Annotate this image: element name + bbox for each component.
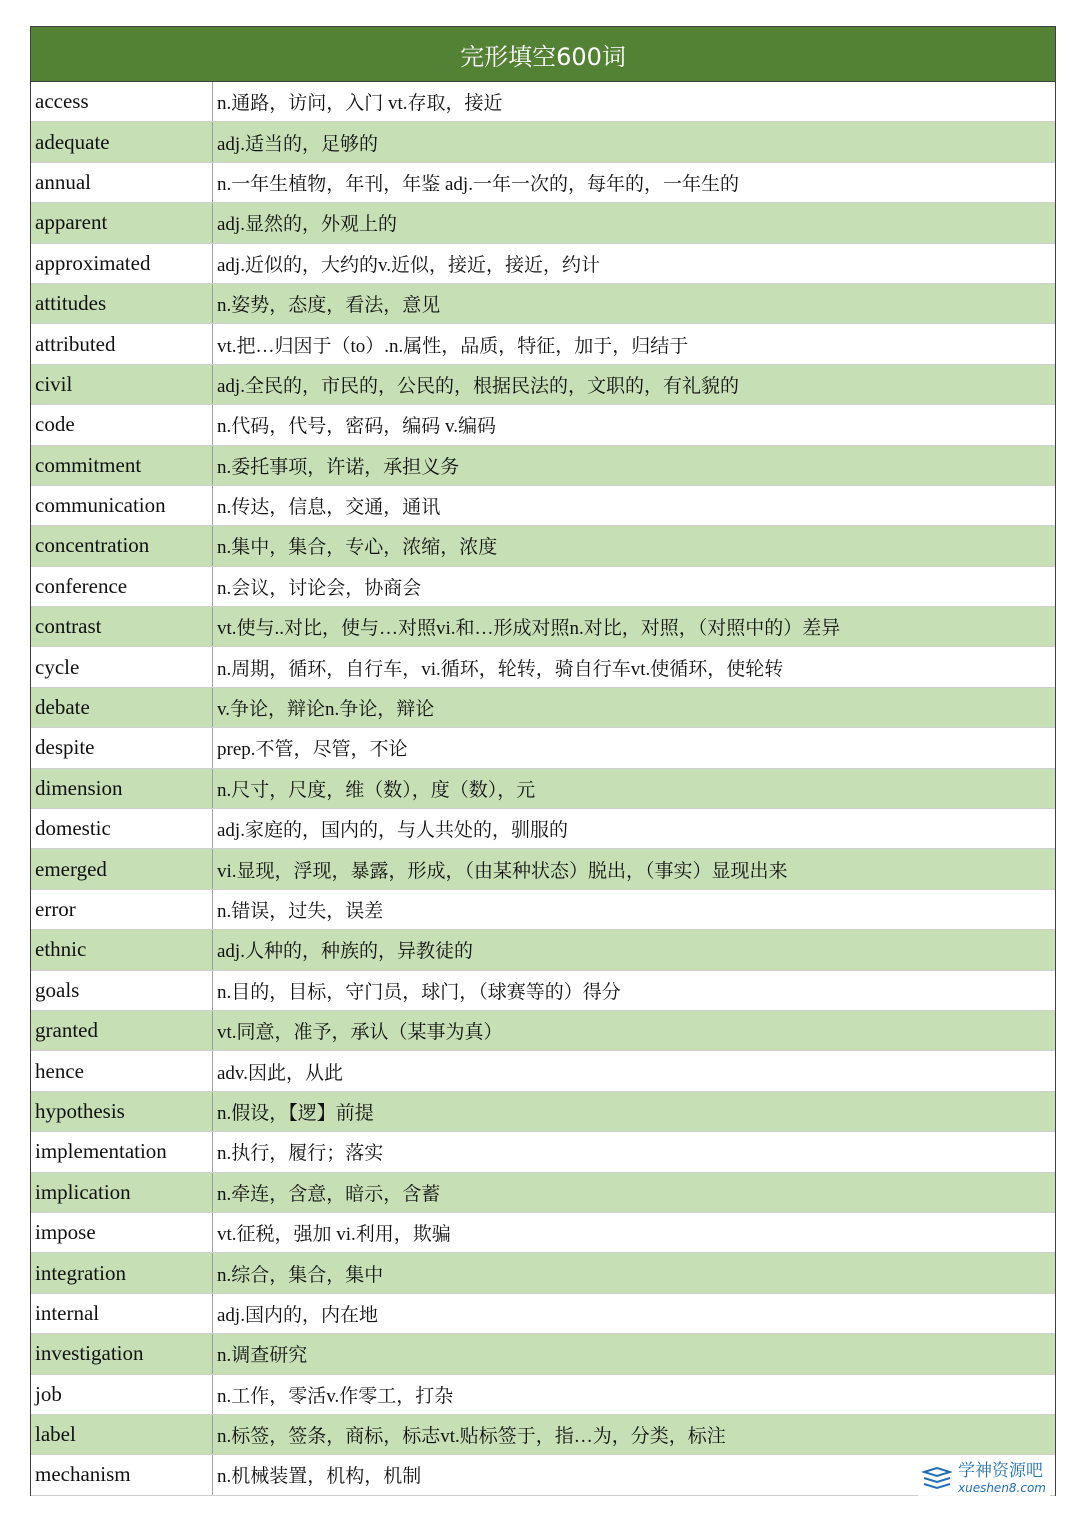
meaning-cell: n.集中，集合，专心，浓缩，浓度: [217, 537, 498, 559]
word-cell: despite: [31, 728, 213, 767]
table-row: [31, 1132, 1055, 1172]
meaning-cell: adj.近似的，大约的v.近似，接近，接近，约计: [217, 254, 600, 276]
word-cell: emerged: [31, 849, 213, 888]
watermark-url: xueshen8.com: [957, 1481, 1046, 1495]
meaning-cell: n.执行，履行；落实: [217, 1143, 384, 1165]
word-cell: access: [31, 82, 213, 121]
table-row: [31, 647, 1055, 687]
word-cell: conference: [31, 567, 213, 606]
word-cell: adequate: [31, 122, 213, 161]
table-row: [31, 1092, 1055, 1132]
meaning-cell: prep.不管，尽管，不论: [217, 739, 408, 761]
word-cell: impose: [31, 1213, 213, 1252]
word-cell: communication: [31, 486, 213, 525]
meaning-cell: adj.家庭的，国内的，与人共处的，驯服的: [217, 820, 568, 842]
table-row: [31, 405, 1055, 445]
meaning-cell: n.调查研究: [217, 1345, 308, 1367]
table-row: [31, 1051, 1055, 1091]
meaning-cell: n.通路，访问，入门 vt.存取，接近: [217, 93, 503, 115]
table-body: [31, 82, 1055, 1496]
meaning-cell: adv.因此，从此: [217, 1062, 343, 1084]
meaning-cell: n.传达，信息，交通，通讯: [217, 497, 441, 519]
word-cell: code: [31, 405, 213, 444]
meaning-cell: n.姿势，态度，看法，意见: [217, 295, 441, 317]
word-cell: goals: [31, 971, 213, 1010]
table-row: [31, 1253, 1055, 1293]
meaning-cell: adj.人种的，种族的，异教徒的: [217, 941, 473, 963]
books-logo-icon: [922, 1466, 952, 1492]
meaning-cell: n.工作，零活v.作零工，打杂: [217, 1385, 454, 1407]
table-row: [31, 688, 1055, 728]
word-cell: ethnic: [31, 930, 213, 969]
table-row: [31, 1173, 1055, 1213]
word-cell: error: [31, 890, 213, 929]
table-row: [31, 163, 1055, 203]
meaning-cell: n.错误，过失，误差: [217, 901, 384, 922]
table-row: [31, 526, 1055, 566]
meaning-cell: n.牵连，含意，暗示，含蓄: [217, 1183, 441, 1205]
meaning-cell: vt.征税，强加 vi.利用，欺骗: [217, 1224, 451, 1246]
word-cell: dimension: [31, 769, 213, 808]
meaning-cell: vt.把…归因于（to）.n.属性，品质，特征，加于，归结于: [217, 335, 689, 357]
meaning-cell: n.周期，循环，自行车，vi.循环，轮转，骑自行车vt.使循环，使轮转: [217, 658, 784, 680]
word-cell: implementation: [31, 1132, 213, 1171]
meaning-cell: n.机械装置，机构，机制: [217, 1466, 422, 1488]
meaning-cell: n.一年生植物，年刊，年鉴 adj.一年一次的，每年的，一年生的: [217, 173, 739, 195]
word-cell: cycle: [31, 647, 213, 686]
word-cell: label: [31, 1415, 213, 1454]
table-row: [31, 1455, 1055, 1495]
table-row: [31, 122, 1055, 162]
meaning-cell: n.假设，【逻】前提: [217, 1102, 374, 1124]
table-row: [31, 809, 1055, 849]
word-cell: debate: [31, 688, 213, 727]
word-cell: investigation: [31, 1334, 213, 1373]
table-row: [31, 365, 1055, 405]
word-cell: hypothesis: [31, 1092, 213, 1131]
table-row: [31, 284, 1055, 324]
table-row: [31, 244, 1055, 284]
meaning-cell: v.争论，辩论n.争论，辩论: [217, 699, 435, 721]
table-row: [31, 890, 1055, 930]
word-cell: implication: [31, 1173, 213, 1212]
meaning-cell: adj.适当的，足够的: [217, 133, 378, 155]
table-title: 完形填空600词: [31, 27, 1055, 82]
word-cell: attributed: [31, 324, 213, 363]
vocabulary-table: [30, 26, 1056, 1496]
table-row: [31, 728, 1055, 768]
table-row: [31, 1415, 1055, 1455]
table-row: [31, 82, 1055, 122]
word-cell: concentration: [31, 526, 213, 565]
word-cell: contrast: [31, 607, 213, 646]
meaning-cell: n.标签，签条，商标，标志vt.贴标签于，指…为，分类，标注: [217, 1426, 726, 1448]
table-row: [31, 1375, 1055, 1415]
word-cell: annual: [31, 163, 213, 202]
table-row: [31, 849, 1055, 889]
word-cell: mechanism: [31, 1455, 213, 1494]
meaning-cell: vi.显现，浮现，暴露，形成，（由某种状态）脱出，（事实）显现出来: [217, 860, 788, 882]
meaning-cell: n.委托事项，许诺，承担义务: [217, 456, 460, 478]
table-row: [31, 567, 1055, 607]
meaning-cell: vt.使与..对比，使与…对照vi.和…形成对照n.对比，对照，（对照中的）差异: [217, 618, 841, 640]
meaning-cell: n.会议，讨论会，协商会: [217, 577, 422, 599]
word-cell: civil: [31, 365, 213, 404]
table-row: [31, 769, 1055, 809]
table-row: [31, 1294, 1055, 1334]
word-cell: granted: [31, 1011, 213, 1050]
word-cell: hence: [31, 1051, 213, 1090]
table-row: [31, 486, 1055, 526]
meaning-cell: vt.同意，准予，承认（某事为真）: [217, 1022, 503, 1044]
table-row: [31, 1334, 1055, 1374]
meaning-cell: n.代码，代号，密码，编码 v.编码: [217, 416, 497, 438]
table-row: [31, 1213, 1055, 1253]
meaning-cell: n.目的，目标，守门员，球门，（球赛等的）得分: [217, 981, 621, 1003]
table-row: [31, 446, 1055, 486]
word-cell: domestic: [31, 809, 213, 848]
table-row: [31, 1011, 1055, 1051]
table-row: [31, 930, 1055, 970]
word-cell: commitment: [31, 446, 213, 485]
meaning-cell: adj.全民的，市民的，公民的，根据民法的，文职的，有礼貌的: [217, 375, 739, 397]
table-row: [31, 203, 1055, 243]
word-cell: job: [31, 1375, 213, 1414]
word-cell: internal: [31, 1294, 213, 1333]
table-row: [31, 607, 1055, 647]
word-cell: attitudes: [31, 284, 213, 323]
meaning-cell: adj.国内的，内在地: [217, 1304, 378, 1326]
meaning-cell: n.尺寸，尺度，维（数），度（数），元: [217, 779, 536, 801]
site-watermark: [918, 1461, 1050, 1496]
table-row: [31, 324, 1055, 364]
meaning-cell: adj.显然的，外观上的: [217, 214, 397, 236]
word-cell: apparent: [31, 203, 213, 242]
watermark-name: 学神资源吧: [957, 1461, 1043, 1481]
word-cell: approximated: [31, 244, 213, 283]
word-cell: integration: [31, 1253, 213, 1292]
table-row: [31, 971, 1055, 1011]
meaning-cell: n.综合，集合，集中: [217, 1264, 384, 1286]
